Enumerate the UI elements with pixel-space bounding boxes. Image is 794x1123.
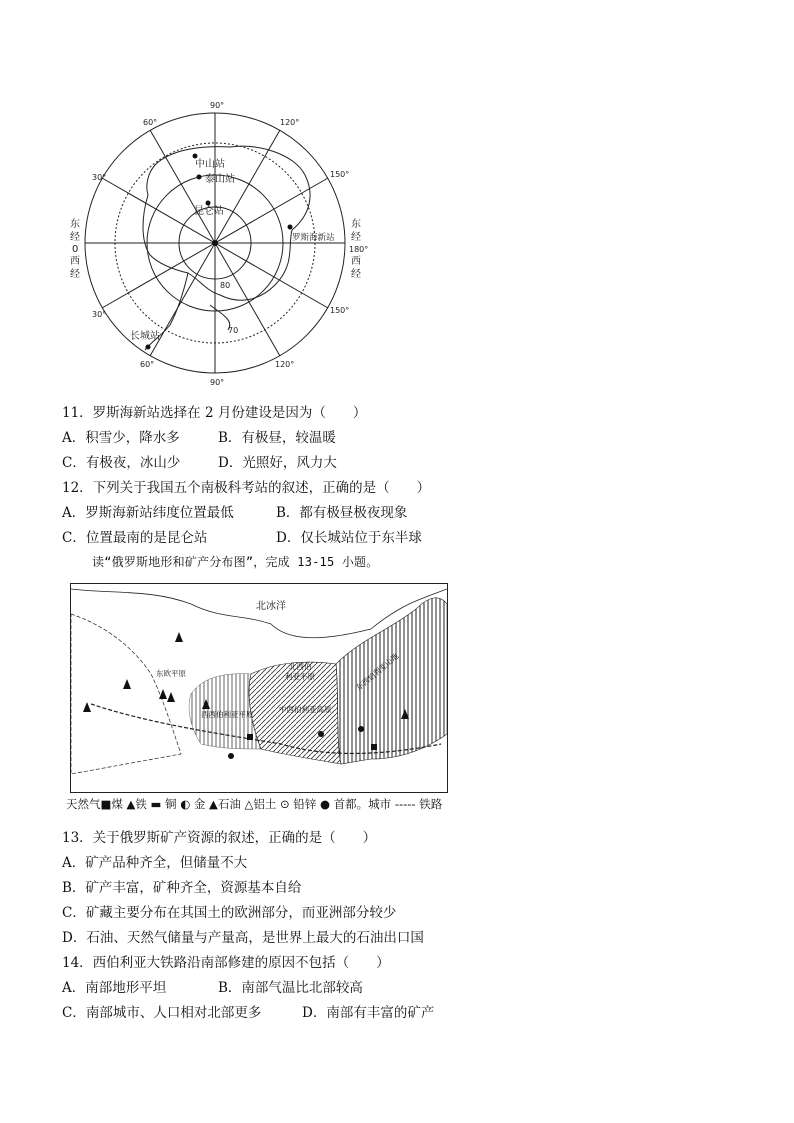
- q13-option-a[interactable]: A．矿产品种齐全，但储量不大: [62, 855, 248, 871]
- label-east-siberian-mountains: 东西伯利亚山地: [354, 651, 401, 693]
- deg-30-l: 30°: [92, 173, 107, 182]
- q12-option-d[interactable]: D．仅长城站位于东半球: [276, 530, 422, 546]
- deg-90-bottom: 90°: [210, 378, 225, 387]
- label-west-siberian-plain: 西西伯利亚平原: [201, 710, 254, 719]
- west-label-0a: 西: [70, 256, 80, 267]
- lat-70-label: 70: [228, 326, 239, 335]
- station-changcheng: 长城站: [130, 331, 160, 342]
- deg-60-bl: 60°: [140, 360, 155, 369]
- label-east-european-plain: 东欧平原: [156, 669, 186, 678]
- label-north-siberian-plain-a: 北西伯: [289, 662, 312, 671]
- east-label-0a: 东: [70, 219, 80, 230]
- deg-30-bl: 30°: [92, 310, 107, 319]
- q11-option-d[interactable]: D．光照好，风力大: [218, 455, 337, 471]
- q14-option-a[interactable]: A．南部地形平坦: [62, 980, 167, 996]
- q14-option-d[interactable]: D．南部有丰富的矿产: [302, 1005, 435, 1021]
- q11-option-a[interactable]: A．积雪少，降水多: [62, 430, 180, 446]
- deg-150-br: 150°: [330, 306, 350, 315]
- question-14-stem: 14．西伯利亚大铁路沿南部修建的原因不包括（ ）: [62, 955, 390, 971]
- station-kunlun: 昆仑站: [194, 206, 224, 217]
- russia-map-legend: 天然气■煤 ▲铁 ▬ 铜 ◐ 金 ▲石油 △铝土 ⊙ 铅锌 ● 首都。城市 ----- 铁路: [66, 797, 443, 811]
- lat-80-label: 80: [220, 281, 231, 290]
- q14-option-c[interactable]: C．南部城市、人口相对北部更多: [62, 1005, 262, 1021]
- east-label-0b: 经: [70, 232, 80, 243]
- question-11-stem: 11．罗斯海新站选择在 2 月份建设是因为（ ）: [62, 405, 367, 421]
- west-label-0b: 经: [70, 269, 80, 280]
- q12-option-c[interactable]: C．位置最南的是昆仑站: [62, 530, 208, 546]
- label-arctic-ocean: 北冰洋: [256, 601, 286, 612]
- label-central-siberian-plateau: 中西伯利亚高原: [279, 705, 332, 714]
- polar-map-svg: [60, 95, 380, 395]
- label-north-siberian-plain-b: 利亚平原: [285, 672, 315, 681]
- station-taishan: 泰山站: [205, 174, 235, 185]
- west-label-180b: 经: [351, 269, 361, 280]
- russia-terrain-mineral-map: [70, 583, 448, 793]
- q13-option-d[interactable]: D．石油、天然气储量与产量高，是世界上最大的石油出口国: [62, 930, 424, 946]
- deg-120-tr: 120°: [280, 118, 300, 127]
- russia-map-svg: [71, 584, 447, 792]
- q11-option-c[interactable]: C．有极夜，冰山少: [62, 455, 181, 471]
- east-label-180a: 东: [351, 219, 361, 230]
- east-siberian-mountains-area: [336, 598, 447, 764]
- station-zhongshan: 中山站: [195, 159, 225, 170]
- deg-60-tl: 60°: [143, 118, 158, 127]
- east-label-180b: 经: [351, 232, 361, 243]
- q12-option-b[interactable]: B．都有极昼极夜现象: [276, 505, 408, 521]
- zero-label: 0: [72, 244, 79, 255]
- q12-option-a[interactable]: A．罗斯海新站纬度位置最低: [62, 505, 234, 521]
- question-13-stem: 13．关于俄罗斯矿产资源的叙述，正确的是（ ）: [62, 830, 377, 846]
- question-12-stem: 12．下列关于我国五个南极科考站的叙述，正确的是（ ）: [62, 480, 431, 496]
- deg-90-top: 90°: [210, 101, 225, 110]
- antarctica-polar-map: [60, 95, 380, 395]
- station-luosihai: 罗斯海新站: [292, 233, 335, 243]
- reading-instruction: 读“俄罗斯地形和矿产分布图”，完成 13-15 小题。: [92, 555, 379, 569]
- deg-120-br: 120°: [275, 360, 295, 369]
- q11-option-b[interactable]: B．有极昼，较温暖: [218, 430, 336, 446]
- deg-180-label: 180°: [349, 245, 369, 254]
- q13-option-b[interactable]: B．矿产丰富，矿种齐全，资源基本自给: [62, 880, 302, 896]
- q13-option-c[interactable]: C．矿藏主要分布在其国土的欧洲部分，而亚洲部分较少: [62, 905, 397, 921]
- q14-option-b[interactable]: B．南部气温比北部较高: [218, 980, 363, 996]
- deg-150-r: 150°: [330, 170, 350, 179]
- west-label-180a: 西: [351, 256, 361, 267]
